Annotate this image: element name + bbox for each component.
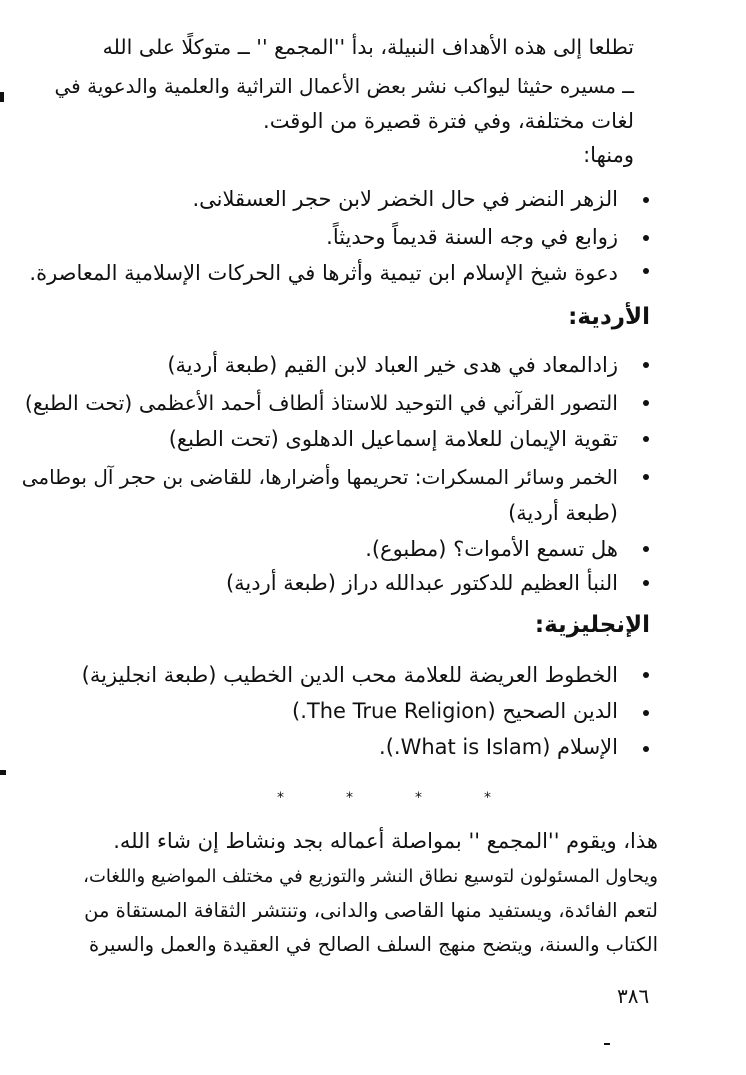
list-item: الدين الصحيح (The True Religion.) — [292, 699, 618, 723]
list-item: تقوية الإيمان للعلامة إسماعيل الدهلوى (تحت الطبع) — [168, 427, 618, 451]
separator-star: * — [277, 790, 284, 806]
intro-line-4: ومنها: — [583, 143, 634, 167]
margin-mark — [0, 92, 4, 102]
list-item: الخطوط العريضة للعلامة محب الدين الخطيب (طبعة انجليزية) — [81, 663, 618, 687]
list-bullet — [643, 362, 649, 368]
separator-star: * — [484, 790, 491, 806]
closing-line-1: هذا، ويقوم ''المجمع '' بمواصلة أعماله بجد ونشاط إن شاء الله. — [113, 829, 658, 853]
separator-star: * — [346, 790, 353, 806]
closing-line-3: لتعم الفائدة، ويستفيد منها القاصى والدانى، وتنتشر الثقافة المستقاة من — [84, 899, 658, 922]
list-bullet — [643, 268, 649, 274]
page-number: ٣٨٦ — [617, 984, 650, 1008]
intro-line-3: لغات مختلفة، وفي فترة قصيرة من الوقت. — [263, 109, 634, 133]
list-bullet — [643, 235, 649, 241]
list-bullet — [643, 400, 649, 406]
list-bullet — [643, 672, 649, 678]
list-bullet — [643, 197, 649, 203]
list-item: الزهر النضر في حال الخضر لابن حجر العسقلانى. — [192, 187, 618, 211]
list-item-continuation: (طبعة أردية) — [508, 501, 618, 525]
section-heading-english: الإنجليزية: — [534, 612, 650, 638]
margin-mark — [0, 770, 6, 775]
list-item: دعوة شيخ الإسلام ابن تيمية وأثرها في الحركات الإسلامية المعاصرة. — [29, 261, 618, 285]
intro-line-2: ــ مسيره حثيثا ليواكب نشر بعض الأعمال التراثية والعلمية والدعوية في — [54, 74, 634, 98]
list-item: هل تسمع الأموات؟ (مطبوع). — [365, 537, 618, 561]
list-bullet — [643, 710, 649, 716]
list-item: الإسلام (What is Islam.). — [379, 735, 618, 759]
closing-line-4: الكتاب والسنة، ويتضح منهج السلف الصالح في العقيدة والعمل والسيرة — [89, 933, 658, 956]
margin-mark — [604, 1043, 610, 1045]
list-item: التصور القرآني في التوحيد للاستاذ ألطاف أحمد الأعظمى (تحت الطبع) — [24, 391, 618, 415]
list-bullet — [643, 474, 649, 480]
list-item: زادالمعاد في هدى خير العباد لابن القيم (طبعة أردية) — [167, 353, 618, 377]
closing-line-2: ويحاول المسئولون لتوسيع نطاق النشر والتوزيع في مختلف المواضيع واللغات، — [83, 866, 658, 887]
list-bullet — [643, 436, 649, 442]
list-item: النبأ العظيم للدكتور عبدالله دراز (طبعة أردية) — [225, 571, 618, 595]
section-heading-urdu: الأردية: — [568, 304, 650, 330]
list-bullet — [643, 746, 649, 752]
separator-star: * — [415, 790, 422, 806]
list-bullet — [643, 580, 649, 586]
list-item: الخمر وسائر المسكرات: تحريمها وأضرارها، للقاضى بن حجر آل بوطامى — [21, 465, 618, 489]
list-bullet — [643, 546, 649, 552]
intro-line-1: تطلعا إلى هذه الأهداف النبيلة، بدأ ''المجمع '' ــ متوكلًا على الله — [102, 35, 634, 59]
list-item: زوابع في وجه السنة قديماً وحديثاً. — [326, 225, 618, 249]
